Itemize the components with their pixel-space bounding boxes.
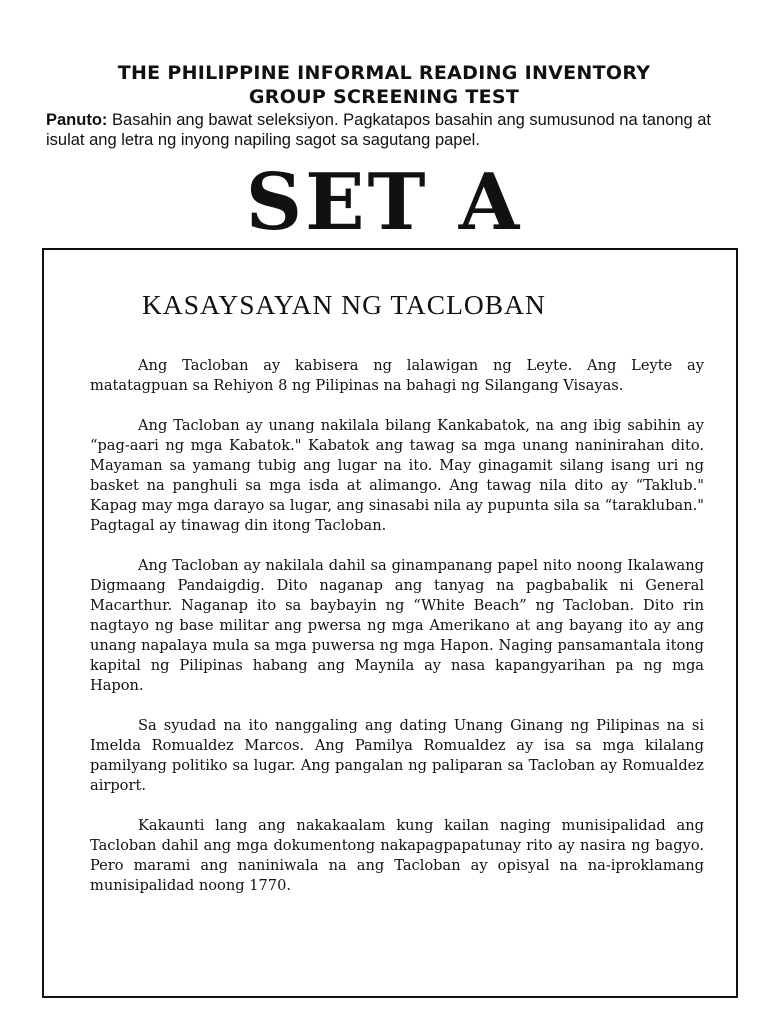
story-title: KASAYSAYAN NG TACLOBAN — [142, 289, 546, 320]
instructions-text: Basahin ang bawat seleksiyon. Pagkatapos basahin ang sumusunod na tanong at isulat ang letra ng inyong napiling sagot sa sagutang papel. — [46, 111, 712, 149]
instructions — [46, 110, 726, 150]
story-paragraph: Sa syudad na ito nanggaling ang dating Unang Ginang ng Pilipinas na si Imelda Romualdez Marcos. Ang Pamilya Romualdez ay isa sa mga kilalang pamilyang politiko sa lugar. Ang pangalan ng paliparan sa Tacloban ay Romualdez airport. — [90, 717, 704, 794]
instructions-label: Panuto: — [46, 111, 108, 129]
story-body — [90, 356, 704, 916]
story-paragraph: Ang Tacloban ay nakilala dahil sa ginampanang papel nito noong Ikalawang Digmaang Pandaigdig. Dito naganap ang tanyag na pagbabalik ni General Macarthur. Naganap ito sa baybayin ng “White Beach” ng Tacloban. Dito rin nagtayo ng base militar ang pwersa ng mga Amerikano at ang bayang ito ay ang unang napalaya mula sa mga puwersa ng mga Hapon. Naging pansamantala itong kapital ng Pilipinas habang ang Maynila ay nasa kapangyarihan pa ng mga Hapon. — [90, 557, 704, 694]
story-paragraph: Kakaunti lang ang nakakaalam kung kailan naging munisipalidad ang Tacloban dahil ang mga dokumentong nakapagpapatunay rito ay nasira ng bagyo. Pero marami ang naniniwala na ang Tacloban ay opisyal na na-iproklamang munisipalidad noong 1770. — [90, 817, 704, 894]
story-paragraph: Ang Tacloban ay unang nakilala bilang Kankabatok, na ang ibig sabihin ay “pag-aari ng mga Kabatok." Kabatok ang tawag sa mga unang naninirahan dito. Mayaman sa yamang tubig ang lugar na ito. May ginagamit silang isang uri ng basket na panghuli sa mga isda at alimango. Ang tawag nila dito ay “Taklub." Kapag may mga darayo sa lugar, ang sinasabi nila ay pupunta sila sa “tarakluban." Pagtagal ay tinawag din itong Tacloban. — [90, 417, 704, 534]
story-paragraph: Ang Tacloban ay kabisera ng lalawigan ng Leyte. Ang Leyte ay matatagpuan sa Rehiyon 8 ng Pilipinas na bahagi ng Silangang Visayas. — [90, 357, 704, 394]
set-label: SET A — [245, 157, 523, 248]
document-title: THE PHILIPPINE INFORMAL READING INVENTORY — [117, 62, 651, 84]
document-subtitle: GROUP SCREENING TEST — [248, 86, 520, 108]
story-box — [42, 248, 738, 998]
